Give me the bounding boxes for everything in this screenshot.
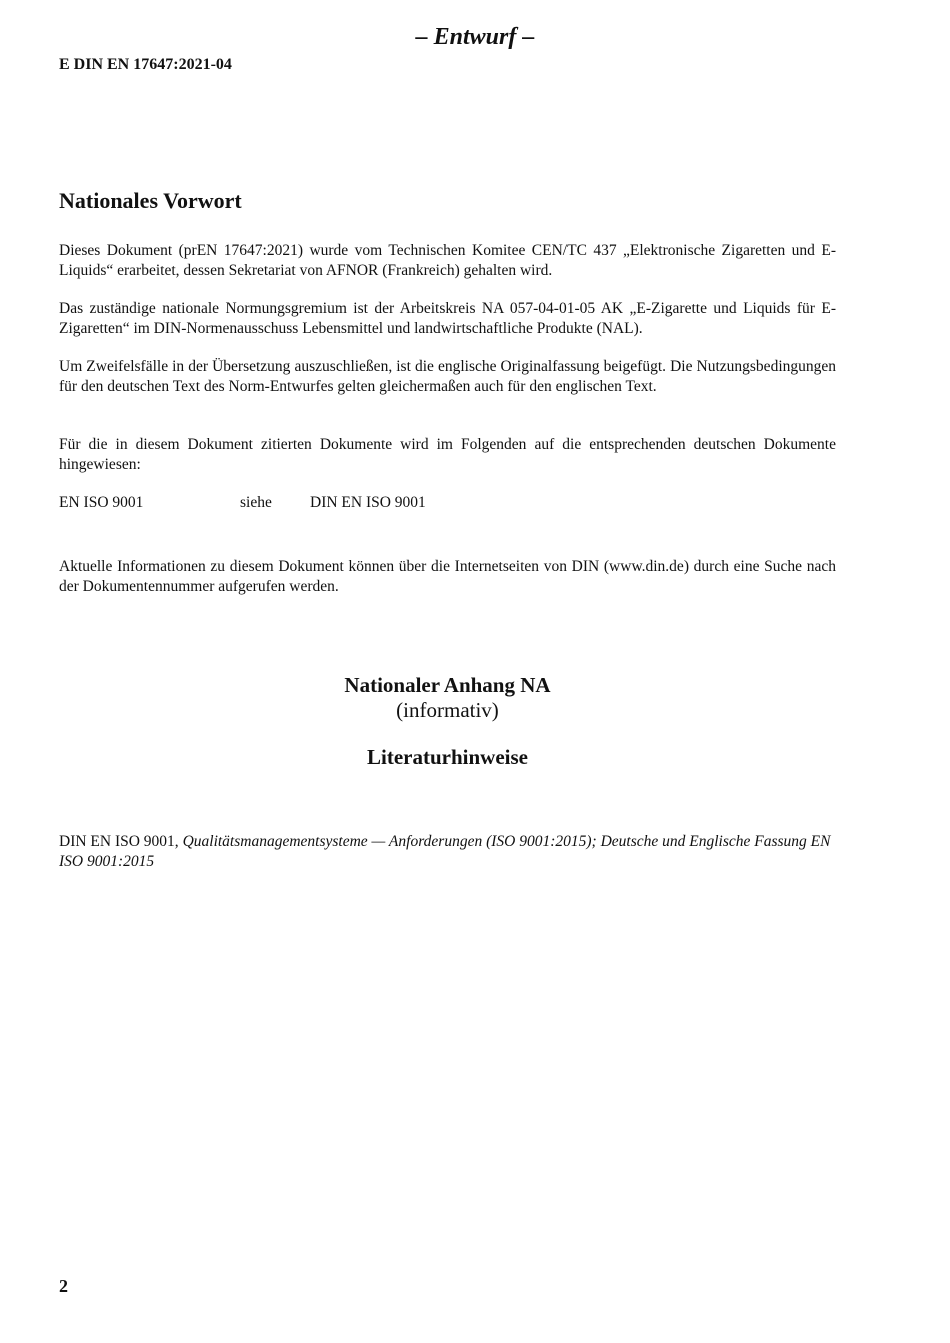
annex-heading [0,672,895,722]
annex-title: Nationaler Anhang NA [344,673,551,697]
page-number: 2 [59,1276,68,1296]
document-id: E DIN EN 17647:2021-04 [59,56,232,73]
paragraph-national-body: Das zuständige nationale Normungsgremium ist der Arbeitskreis NA 057-04-01-05 AK „E-Zigarette und Liquids für E-Zigaretten“ im DIN-Normenausschuss Lebensmittel und landwirtschaftliche Produkte (NAL). [59,300,836,337]
paragraph-info: Aktuelle Informationen zu diesem Dokument können über die Internetseiten von DIN (www.din.de) durch eine Suche nach der Dokumentennummer aufgerufen werden. [59,558,836,595]
draft-watermark: – Entwurf – [415,24,535,50]
annex-subtitle: (informativ) [396,698,499,722]
reference-target: DIN EN ISO 9001 [310,494,426,511]
reference-relation: siehe [240,494,272,511]
reference-source: EN ISO 9001 [59,494,144,511]
paragraph-committee: Dieses Dokument (prEN 17647:2021) wurde vom Technischen Komitee CEN/TC 437 „Elektronische Zigaretten und E-Liquids“ erarbeitet, dessen Sekretariat von AFNOR (Frankreich) gehalten wird. [59,242,836,279]
bibliography-entry-ref: DIN EN ISO 9001, [59,833,183,850]
paragraph-cited-documents: Für die in diesem Dokument zitierten Dokumente wird im Folgenden auf die entsprechenden deutschen Dokumente hingewiesen: [59,436,836,473]
bibliography-entry-title: Qualitätsmanagementsysteme — Anforderungen (ISO 9001:2015); Deutsche und Englische Fassung EN ISO 9001:2015 [59,833,831,870]
paragraph-translation: Um Zweifelsfälle in der Übersetzung auszuschließen, ist die englische Originalfassung beigefügt. Die Nutzungsbedingungen für den deutschen Text des Norm-Entwurfes gelten gleichermaßen auch für den englischen Text. [59,358,836,395]
section-heading-vorwort: Nationales Vorwort [59,188,242,213]
bibliography-entry [59,832,839,871]
literature-heading: Literaturhinweise [367,745,528,769]
